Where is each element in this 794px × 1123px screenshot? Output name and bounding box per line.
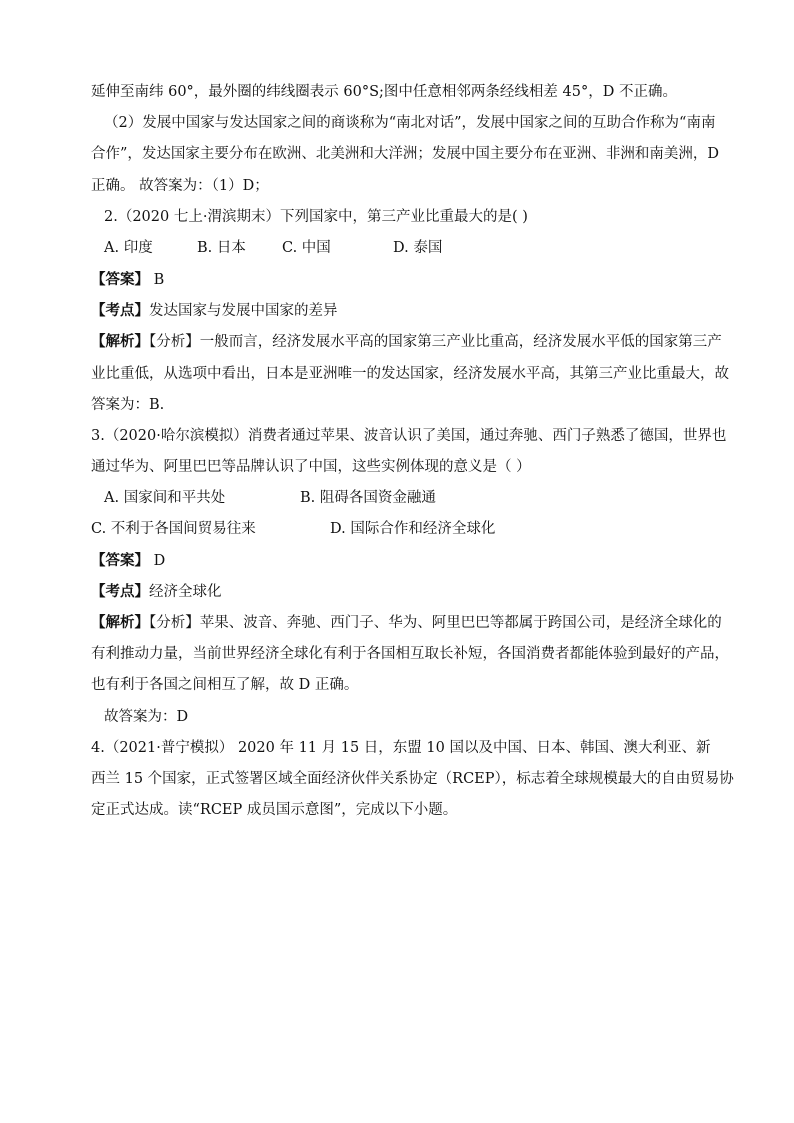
jiexi-text: 【分析】苹果、波音、奔驰、西门子、华为、阿里巴巴等都属于跨国公司，是经济全球化的 xyxy=(149,615,722,631)
q3-conclusion: 故答案为：D xyxy=(104,709,189,725)
answer-value: D xyxy=(149,553,166,569)
answer-tag: 【答案】 xyxy=(91,552,149,569)
q3-option-d: D. 国际合作和经济全球化 xyxy=(330,521,496,537)
q2-jiexi-line-2: 业比重低，从选项中看出，日本是亚洲唯一的发达国家，经济发展水平高，其第三产业比重最大，故 xyxy=(91,366,729,382)
intro-line-4: 正确。 故答案为：（1）D； xyxy=(91,178,269,194)
answer-value: B xyxy=(149,272,165,288)
kaodian-value: 经济全球化 xyxy=(149,584,222,600)
q4-stem-line-3: 定正式达成。读“RCEP 成员国示意图”，完成以下小题。 xyxy=(91,802,458,818)
q3-option-a: A. 国家间和平共处 xyxy=(104,490,226,506)
intro-line-1: 延伸至南纬 60°，最外圈的纬线圈表示 60°S;图中任意相邻两条经线相差 45°，D 不正确。 xyxy=(91,84,677,100)
q2-jiexi-line-1 xyxy=(91,332,722,352)
intro-line-2: （2）发展中国家与发达国家之间的商谈称为“南北对话”，发展中国家之间的互助合作称为“南南 xyxy=(104,115,716,131)
q3-option-c: C. 不利于各国间贸易往来 xyxy=(91,521,256,537)
q3-kaodian xyxy=(91,582,222,602)
q2-stem: 2.（2020 七上·渭滨期末）下列国家中，第三产业比重最大的是( ) xyxy=(104,209,528,225)
q2-jiexi-line-3: 答案为：B. xyxy=(91,397,165,413)
q2-option-c: C. 中国 xyxy=(282,240,331,256)
intro-line-3: 合作”，发达国家主要分布在欧洲、北美洲和大洋洲；发展中国主要分布在亚洲、非洲和南美洲，D xyxy=(91,146,720,162)
q3-option-b: B. 阻碍各国资金融通 xyxy=(300,490,436,506)
q4-stem-line-1: 4.（2021·普宁模拟） 2020 年 11 月 15 日，东盟 10 国以及中国、日本、韩国、澳大利亚、新 xyxy=(91,740,711,756)
jiexi-tag: 【解析】 xyxy=(91,333,149,350)
answer-tag: 【答案】 xyxy=(91,271,149,288)
q2-option-b: B. 日本 xyxy=(197,240,246,256)
q2-option-a: A. 印度 xyxy=(104,240,153,256)
kaodian-tag: 【考点】 xyxy=(91,302,149,319)
q4-stem-line-2: 西兰 15 个国家，正式签署区域全面经济伙伴关系协定（RCEP），标志着全球规模最大的自由贸易协 xyxy=(91,771,734,787)
q2-option-d: D. 泰国 xyxy=(393,240,443,256)
kaodian-value: 发达国家与发展中国家的差异 xyxy=(149,303,338,319)
q2-answer xyxy=(91,270,164,290)
q3-jiexi-line-1 xyxy=(91,613,722,633)
q3-jiexi-line-2: 有利推动力量，当前世界经济全球化有利于各国相互取长补短，各国消费者都能体验到最好的产品， xyxy=(91,646,729,662)
kaodian-tag: 【考点】 xyxy=(91,583,149,600)
q3-stem-line-1: 3.（2020·哈尔滨模拟）消费者通过苹果、波音认识了美国，通过奔驰、西门子熟悉了德国，世界也 xyxy=(91,428,727,444)
q3-answer xyxy=(91,551,165,571)
q3-stem-line-2: 通过华为、阿里巴巴等品牌认识了中国，这些实例体现的意义是（ ） xyxy=(91,459,531,475)
jiexi-tag: 【解析】 xyxy=(91,614,149,631)
jiexi-text: 【分析】一般而言，经济发展水平高的国家第三产业比重高，经济发展水平低的国家第三产 xyxy=(149,334,722,350)
q2-kaodian xyxy=(91,301,338,321)
q3-jiexi-line-3: 也有利于各国之间相互了解，故 D 正确。 xyxy=(91,677,359,693)
